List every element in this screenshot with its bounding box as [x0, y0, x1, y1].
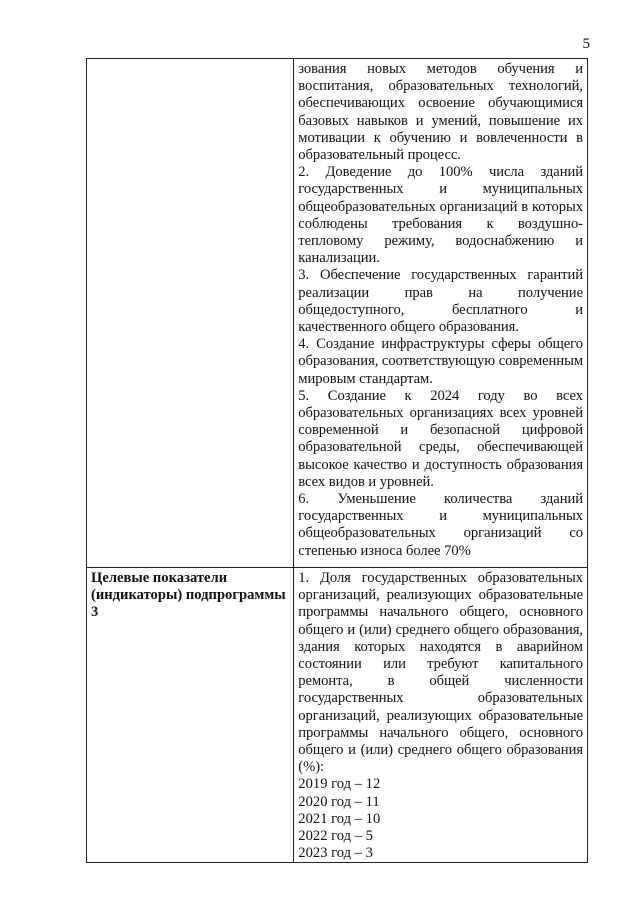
row2-left-cell	[87, 568, 294, 863]
target-indicators-label: Целевые показатели (индикаторы) подпрограммы 3	[91, 570, 286, 621]
goal-paragraph-5: 5. Создание к 2024 году во всех образовательных организациях всех уровней современной и безопасной цифровой образовательной среды, обеспечивающей высокое качество и доступность образования всех видов и уровней.	[298, 387, 583, 490]
goal-paragraph-3: 3. Обеспечение государственных гарантий реализации прав на получение общедоступного, бесплатного и качественного общего образования.	[298, 267, 583, 336]
goal-paragraph-continuation: зования новых методов обучения и воспитания, образовательных технологий, обеспечивающих освоение обучающимися базовых навыков и умений, повышение их мотивации к обучению и вовлеченности в образовательный процесс.	[298, 61, 583, 164]
goal-paragraph-2: 2. Доведение до 100% числа зданий государственных и муниципальных общеобразовательных организаций в которых соблюдены требования к воздушно-тепловому режиму, водоснабжению и канализации.	[298, 164, 583, 267]
goal-paragraph-4: 4. Создание инфраструктуры сферы общего образования, соответствующую современным мировым стандартам.	[298, 336, 584, 387]
indicator-year-value: 2022 год – 5	[298, 828, 373, 845]
indicator-year-value: 2021 год – 10	[298, 810, 381, 827]
indicator-year-values	[298, 776, 583, 862]
program-table	[86, 58, 588, 863]
page-number: 5	[582, 36, 590, 52]
row1-right-cell	[294, 59, 588, 568]
table-row	[87, 59, 588, 568]
row1-left-cell	[87, 59, 294, 568]
indicator-year-value: 2020 год – 11	[298, 793, 380, 810]
indicator-description: 1. Доля государственных образовательных организаций, реализующих образовательные программы начального общего, основного общего и (или) среднего общего образования, здания которых находятся в аварийном состоянии или требуют капитального ремонта, в общей численности государственных образовательных организаций, реализующих образовательные программы начального общего, основного общего и (или) среднего общего образования (%):	[298, 570, 583, 776]
indicator-year-value: 2023 год – 3	[298, 845, 373, 862]
goal-paragraph-6: 6. Уменьшение количества зданий государственных и муниципальных общеобразовательных организаций со степенью износа более 70%	[298, 491, 583, 559]
row2-right-cell	[294, 568, 588, 863]
indicator-year-value: 2019 год – 12	[298, 776, 381, 793]
table-row	[87, 568, 588, 863]
